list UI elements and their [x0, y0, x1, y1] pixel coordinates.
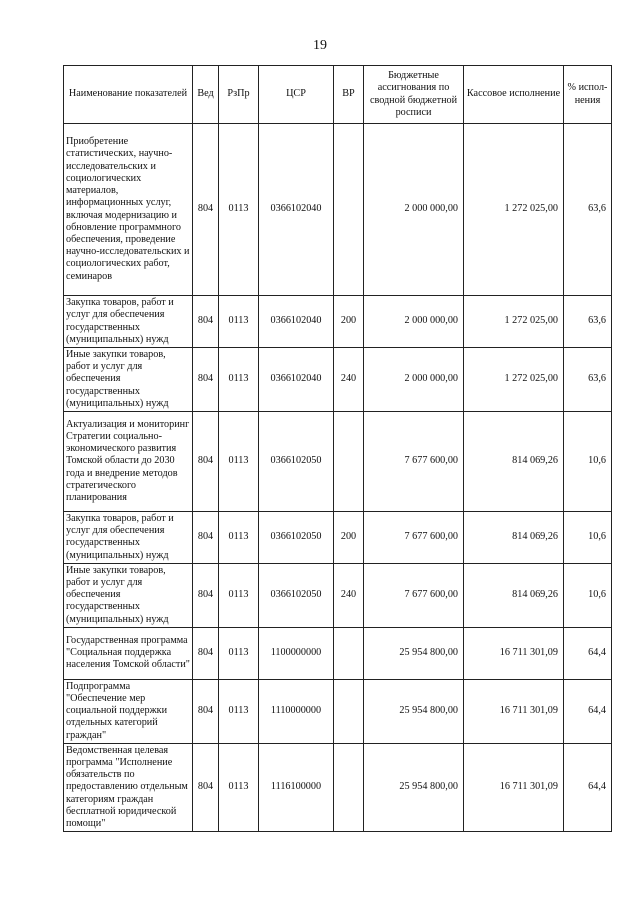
row-csr: 0366102040 [259, 348, 334, 412]
table-row [64, 743, 612, 831]
row-csr: 0366102050 [259, 412, 334, 512]
row-ved: 804 [193, 124, 219, 296]
row-csr: 1116100000 [259, 743, 334, 831]
row-kass: 814 069,26 [464, 563, 564, 627]
row-ved: 804 [193, 743, 219, 831]
row-budget: 25 954 800,00 [364, 627, 464, 679]
row-name: Государственная программа "Социальная поддержка населения Томской области" [64, 627, 193, 679]
row-pct: 64,4 [564, 743, 612, 831]
table-row [64, 296, 612, 348]
row-budget: 2 000 000,00 [364, 348, 464, 412]
row-name: Иные закупки товаров, работ и услуг для обеспечения государственных (муниципальных) нужд [64, 563, 193, 627]
row-rzpr: 0113 [219, 627, 259, 679]
table-row [64, 627, 612, 679]
row-budget: 2 000 000,00 [364, 296, 464, 348]
row-ved: 804 [193, 296, 219, 348]
table-row [64, 348, 612, 412]
header-pct: % испол-нения [564, 66, 612, 124]
row-rzpr: 0113 [219, 679, 259, 743]
row-name: Приобретение статистических, научно-исследовательских и социологических материалов, информационных услуг, включая модернизацию и обновление программного обеспечения, проведение научно-исследовательских и социологических работ, семинаров [64, 124, 193, 296]
row-pct: 10,6 [564, 412, 612, 512]
row-pct: 10,6 [564, 563, 612, 627]
header-csr: ЦСР [259, 66, 334, 124]
row-kass: 814 069,26 [464, 512, 564, 564]
row-ved: 804 [193, 563, 219, 627]
row-budget: 7 677 600,00 [364, 412, 464, 512]
row-rzpr: 0113 [219, 512, 259, 564]
row-vr [334, 124, 364, 296]
row-budget: 7 677 600,00 [364, 563, 464, 627]
row-pct: 63,6 [564, 348, 612, 412]
row-vr [334, 743, 364, 831]
row-kass: 16 711 301,09 [464, 679, 564, 743]
row-name: Закупка товаров, работ и услуг для обеспечения государственных (муниципальных) нужд [64, 296, 193, 348]
row-rzpr: 0113 [219, 348, 259, 412]
row-name: Подпрограмма "Обеспечение мер социальной поддержки отдельных категорий граждан" [64, 679, 193, 743]
row-name: Иные закупки товаров, работ и услуг для обеспечения государственных (муниципальных) нужд [64, 348, 193, 412]
row-csr: 0366102040 [259, 296, 334, 348]
row-ved: 804 [193, 627, 219, 679]
table-row [64, 679, 612, 743]
row-rzpr: 0113 [219, 124, 259, 296]
row-kass: 16 711 301,09 [464, 627, 564, 679]
row-vr: 200 [334, 512, 364, 564]
row-pct: 10,6 [564, 512, 612, 564]
header-name: Наименование показателей [64, 66, 193, 124]
row-ved: 804 [193, 348, 219, 412]
row-name: Закупка товаров, работ и услуг для обеспечения государственных (муниципальных) нужд [64, 512, 193, 564]
row-pct: 63,6 [564, 124, 612, 296]
row-kass: 1 272 025,00 [464, 124, 564, 296]
row-kass: 1 272 025,00 [464, 348, 564, 412]
row-vr [334, 412, 364, 512]
row-rzpr: 0113 [219, 563, 259, 627]
row-csr: 0366102050 [259, 512, 334, 564]
header-vr: ВР [334, 66, 364, 124]
row-budget: 7 677 600,00 [364, 512, 464, 564]
row-budget: 25 954 800,00 [364, 679, 464, 743]
header-budget: Бюджетные ассигнования по сводной бюджетной росписи [364, 66, 464, 124]
header-kass: Кассовое исполнение [464, 66, 564, 124]
row-vr [334, 627, 364, 679]
budget-execution-table [63, 65, 612, 832]
header-rzpr: РзПр [219, 66, 259, 124]
table-row [64, 512, 612, 564]
row-name: Актуализация и мониторинг Стратегии социально-экономического развития Томской области до 2030 года и внедрение методов стратегического планирования [64, 412, 193, 512]
table-body [64, 124, 612, 832]
row-csr: 0366102050 [259, 563, 334, 627]
row-budget: 25 954 800,00 [364, 743, 464, 831]
row-pct: 64,4 [564, 627, 612, 679]
row-csr: 1100000000 [259, 627, 334, 679]
row-csr: 0366102040 [259, 124, 334, 296]
table-row [64, 412, 612, 512]
row-vr: 200 [334, 296, 364, 348]
row-name: Ведомственная целевая программа "Исполнение обязательств по предоставлению отдельным категориям граждан бесплатной юридической помощи" [64, 743, 193, 831]
row-kass: 16 711 301,09 [464, 743, 564, 831]
page-number: 19 [313, 38, 327, 53]
row-pct: 64,4 [564, 679, 612, 743]
row-vr: 240 [334, 348, 364, 412]
table-row [64, 563, 612, 627]
row-kass: 814 069,26 [464, 412, 564, 512]
row-pct: 63,6 [564, 296, 612, 348]
row-vr [334, 679, 364, 743]
row-rzpr: 0113 [219, 743, 259, 831]
row-budget: 2 000 000,00 [364, 124, 464, 296]
row-ved: 804 [193, 412, 219, 512]
header-ved: Вед [193, 66, 219, 124]
row-rzpr: 0113 [219, 412, 259, 512]
table-row [64, 124, 612, 296]
row-ved: 804 [193, 512, 219, 564]
row-vr: 240 [334, 563, 364, 627]
row-rzpr: 0113 [219, 296, 259, 348]
row-csr: 1110000000 [259, 679, 334, 743]
row-ved: 804 [193, 679, 219, 743]
row-kass: 1 272 025,00 [464, 296, 564, 348]
table-header [64, 66, 612, 124]
